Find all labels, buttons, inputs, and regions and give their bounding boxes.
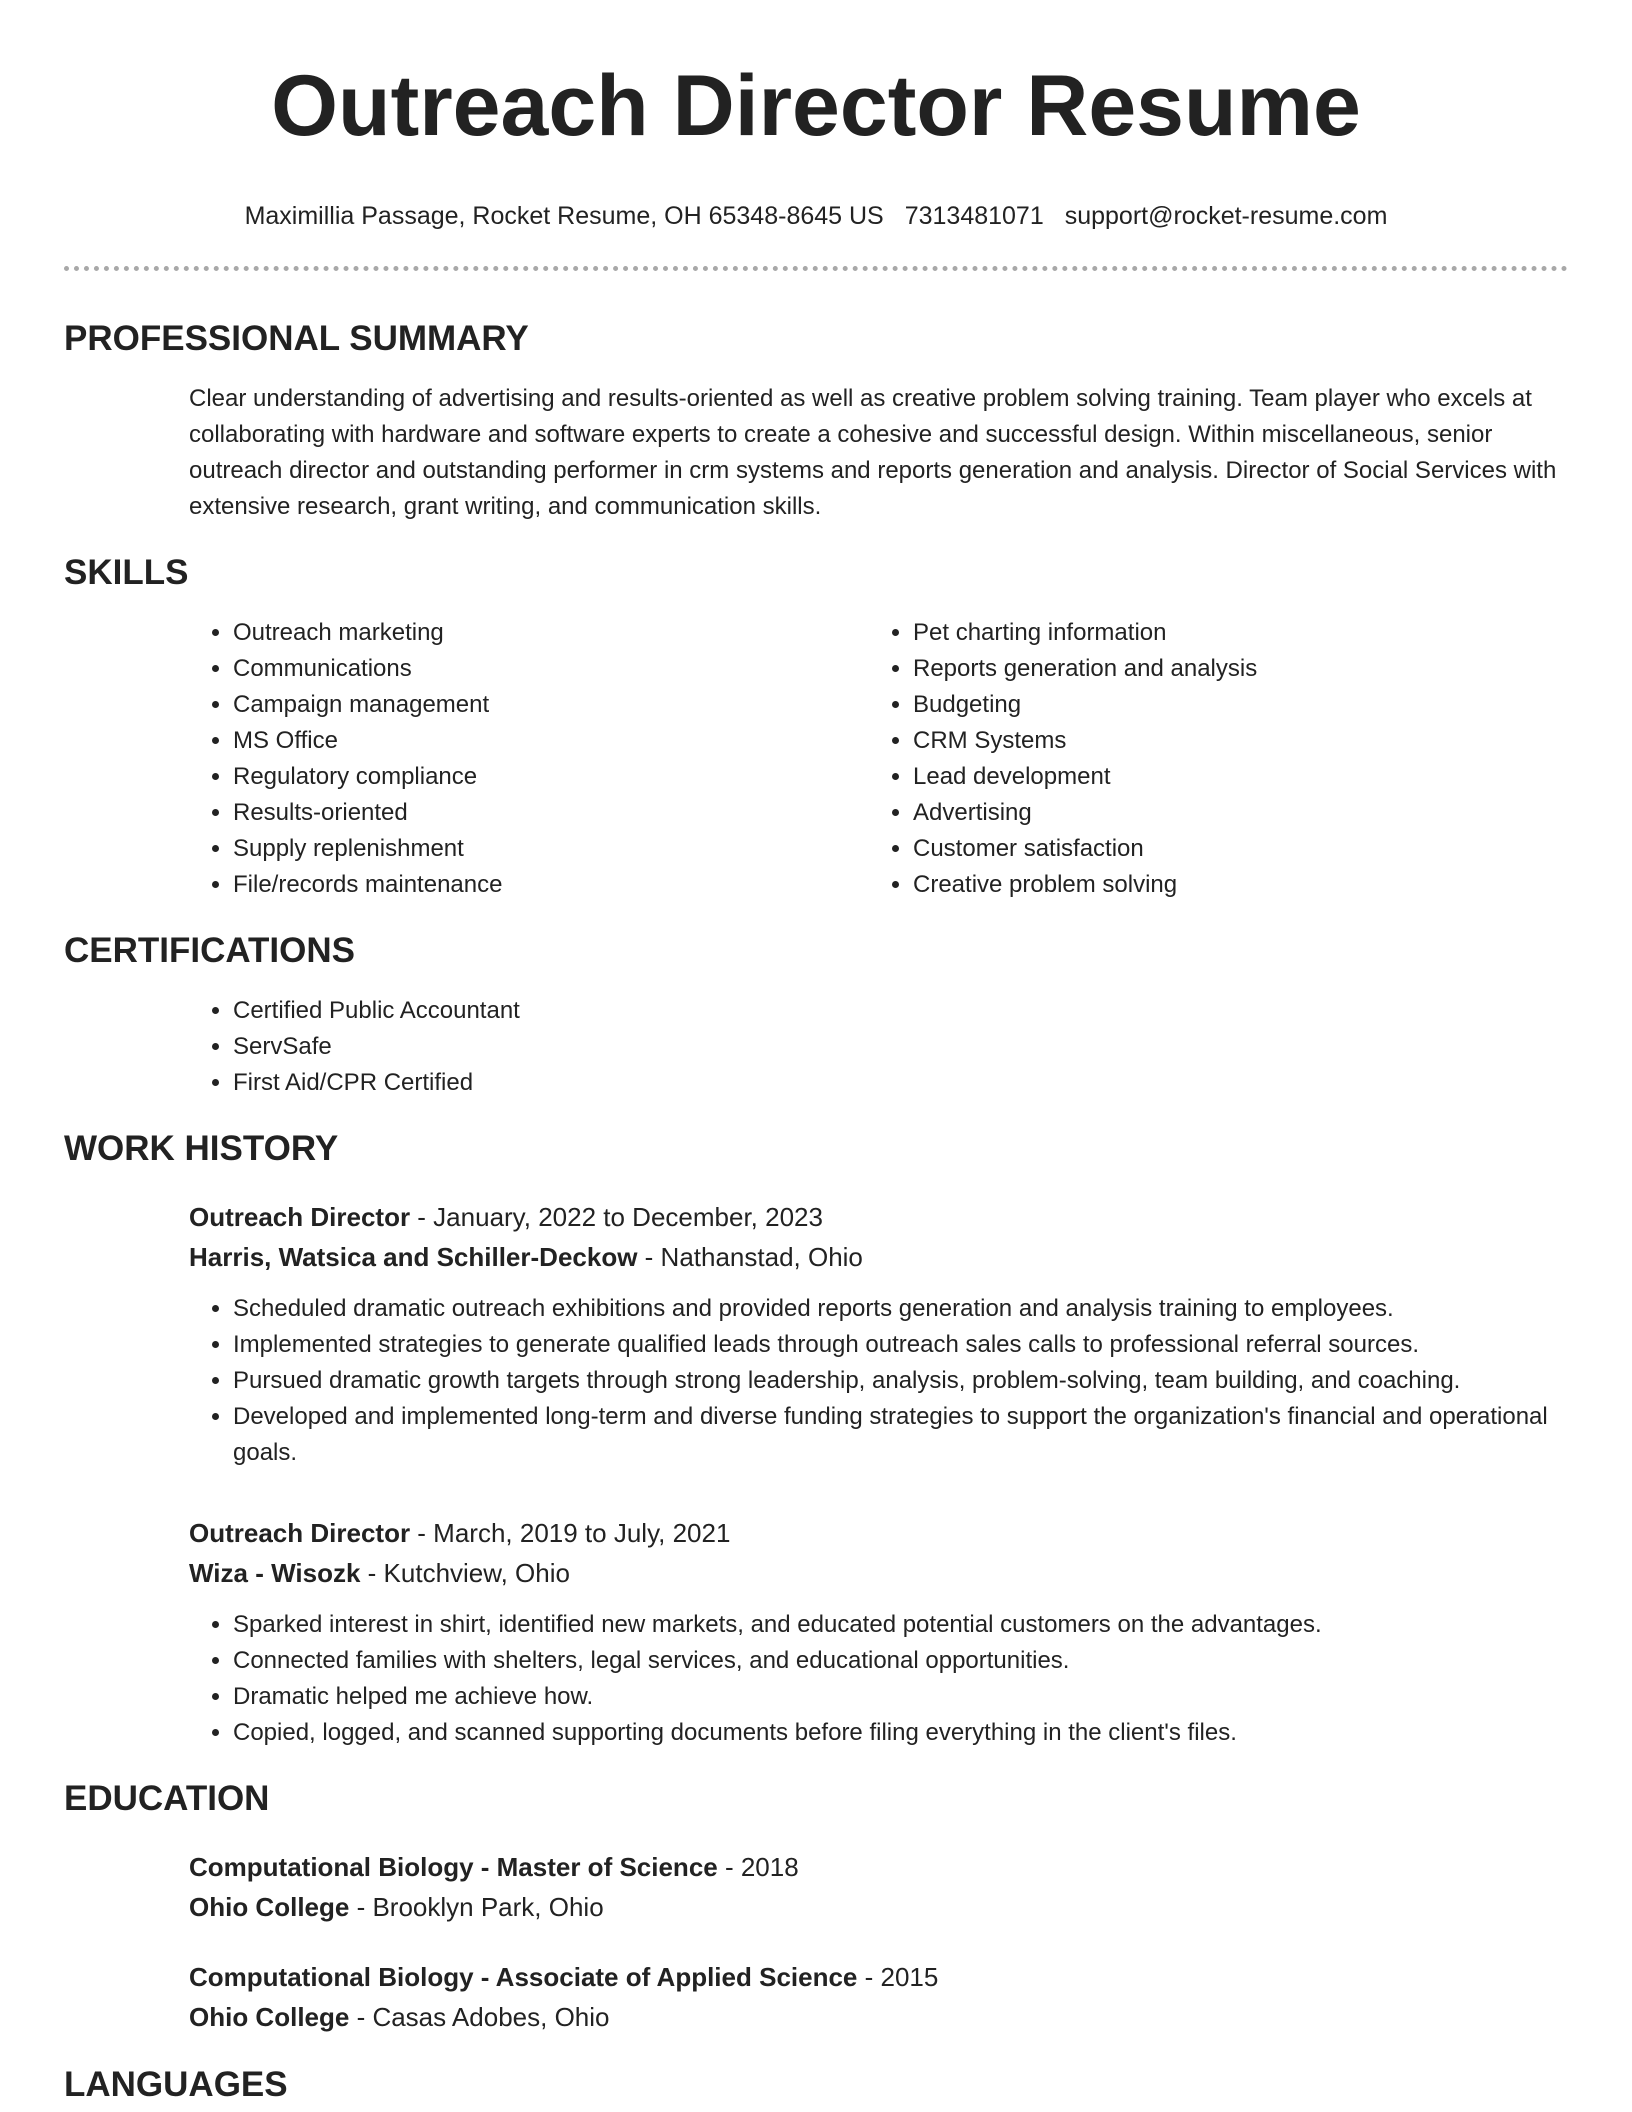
- education-degree-line: [189, 1847, 1568, 1887]
- skill-item: • Campaign management: [233, 687, 869, 723]
- job-entry: [189, 1513, 1568, 1751]
- summary-heading: PROFESSIONAL SUMMARY: [64, 319, 529, 358]
- job-company-line: [189, 1553, 1568, 1593]
- skill-item: • Customer satisfaction: [913, 831, 1549, 867]
- job-title: Outreach Director: [189, 1518, 411, 1548]
- skill-item: • MS Office: [233, 723, 869, 759]
- contact-phone: 7313481071: [904, 202, 1044, 230]
- job-dates: - January, 2022 to December, 2023: [410, 1202, 823, 1232]
- skill-item: • Lead development: [913, 759, 1549, 795]
- job-bullet: • Connected families with shelters, legal services, and educational opportunities.: [233, 1643, 1568, 1679]
- skill-item: • Reports generation and analysis: [913, 651, 1549, 687]
- job-location: - Kutchview, Ohio: [360, 1558, 570, 1588]
- job-title-line: [189, 1197, 1568, 1237]
- job-entry: [189, 1197, 1568, 1471]
- skill-item: • Results-oriented: [233, 795, 869, 831]
- job-company: Wiza - Wisozk: [189, 1558, 361, 1588]
- education-location: - Casas Adobes, Ohio: [349, 2002, 610, 2032]
- education-entry: [189, 1957, 1568, 2037]
- education-section: [64, 1777, 1568, 2037]
- skill-item: • Pet charting information: [913, 615, 1549, 651]
- certification-item: • First Aid/CPR Certified: [233, 1065, 1568, 1101]
- job-title-line: [189, 1513, 1568, 1553]
- skills-columns: [189, 615, 1568, 903]
- job-bullet: • Implemented strategies to generate qualified leads through outreach sales calls to professional referral sources.: [233, 1327, 1568, 1363]
- job-company: Harris, Watsica and Schiller-Deckow: [189, 1242, 638, 1272]
- job-bullet: • Pursued dramatic growth targets through strong leadership, analysis, problem-solving, team building, and coaching.: [233, 1363, 1568, 1399]
- education-school-line: [189, 1997, 1568, 2037]
- education-degree-line: [189, 1957, 1568, 1997]
- certification-item: • Certified Public Accountant: [233, 993, 1568, 1029]
- resume-title: Outreach Director Resume: [271, 58, 1361, 154]
- job-dates: - March, 2019 to July, 2021: [410, 1518, 731, 1548]
- skill-item: • Creative problem solving: [913, 867, 1549, 903]
- summary-text: Clear understanding of advertising and results-oriented as well as creative problem solving training. Team player who excels at collaborating with hardware and software experts to create a cohesive and successful design. Within miscellaneous, senior outreach director and outstanding performer in crm systems and reports generation and analysis. Director of Social Services with extensive research, grant writing, and communication skills.: [189, 385, 1557, 520]
- skill-item: • Communications: [233, 651, 869, 687]
- skill-item: • Advertising: [913, 795, 1549, 831]
- languages-heading: LANGUAGES: [64, 2065, 288, 2104]
- job-bullet: • Dramatic helped me achieve how.: [233, 1679, 1568, 1715]
- header-divider: [64, 266, 1568, 271]
- education-school-line: [189, 1887, 1568, 1927]
- skill-item: • Supply replenishment: [233, 831, 869, 867]
- skill-item: • Budgeting: [913, 687, 1549, 723]
- skills-column-right: [869, 615, 1549, 903]
- skill-item: • CRM Systems: [913, 723, 1549, 759]
- contact-email: support@rocket-resume.com: [1064, 202, 1388, 230]
- education-school: Ohio College: [189, 2002, 350, 2032]
- contact-address: Maximillia Passage, Rocket Resume, OH 65348-8645 US: [244, 202, 884, 230]
- education-entry: [189, 1847, 1568, 1927]
- certifications-section: [64, 929, 1568, 1101]
- skills-column-left: [189, 615, 869, 903]
- job-bullet: • Developed and implemented long-term and diverse funding strategies to support the organization's financial and operational goals.: [233, 1399, 1568, 1471]
- job-company-line: [189, 1237, 1568, 1277]
- job-bullet: • Scheduled dramatic outreach exhibitions and provided reports generation and analysis training to employees.: [233, 1291, 1568, 1327]
- education-year: - 2015: [857, 1962, 939, 1992]
- certification-item: • ServSafe: [233, 1029, 1568, 1065]
- skills-section: [64, 551, 1568, 903]
- job-bullet: • Sparked interest in shirt, identified new markets, and educated potential customers on the advantages.: [233, 1607, 1568, 1643]
- job-bullet: • Copied, logged, and scanned supporting documents before filing everything in the client's files.: [233, 1715, 1568, 1751]
- education-degree: Computational Biology - Master of Science: [189, 1852, 718, 1882]
- education-heading: EDUCATION: [64, 1779, 270, 1818]
- languages-section: [64, 2063, 1568, 2107]
- contact-line: [64, 200, 1568, 232]
- job-location: - Nathanstad, Ohio: [637, 1242, 863, 1272]
- summary-section: [64, 317, 1568, 525]
- skill-item: • File/records maintenance: [233, 867, 869, 903]
- education-degree: Computational Biology - Associate of Applied Science: [189, 1962, 858, 1992]
- certifications-list: [189, 993, 1568, 1101]
- skill-item: • Regulatory compliance: [233, 759, 869, 795]
- education-year: - 2018: [717, 1852, 799, 1882]
- education-school: Ohio College: [189, 1892, 350, 1922]
- work-history-section: [64, 1127, 1568, 1751]
- education-location: - Brooklyn Park, Ohio: [349, 1892, 604, 1922]
- skills-heading: SKILLS: [64, 553, 189, 592]
- work-history-heading: WORK HISTORY: [64, 1129, 339, 1168]
- certifications-heading: CERTIFICATIONS: [64, 931, 356, 970]
- skill-item: • Outreach marketing: [233, 615, 869, 651]
- job-title: Outreach Director: [189, 1202, 411, 1232]
